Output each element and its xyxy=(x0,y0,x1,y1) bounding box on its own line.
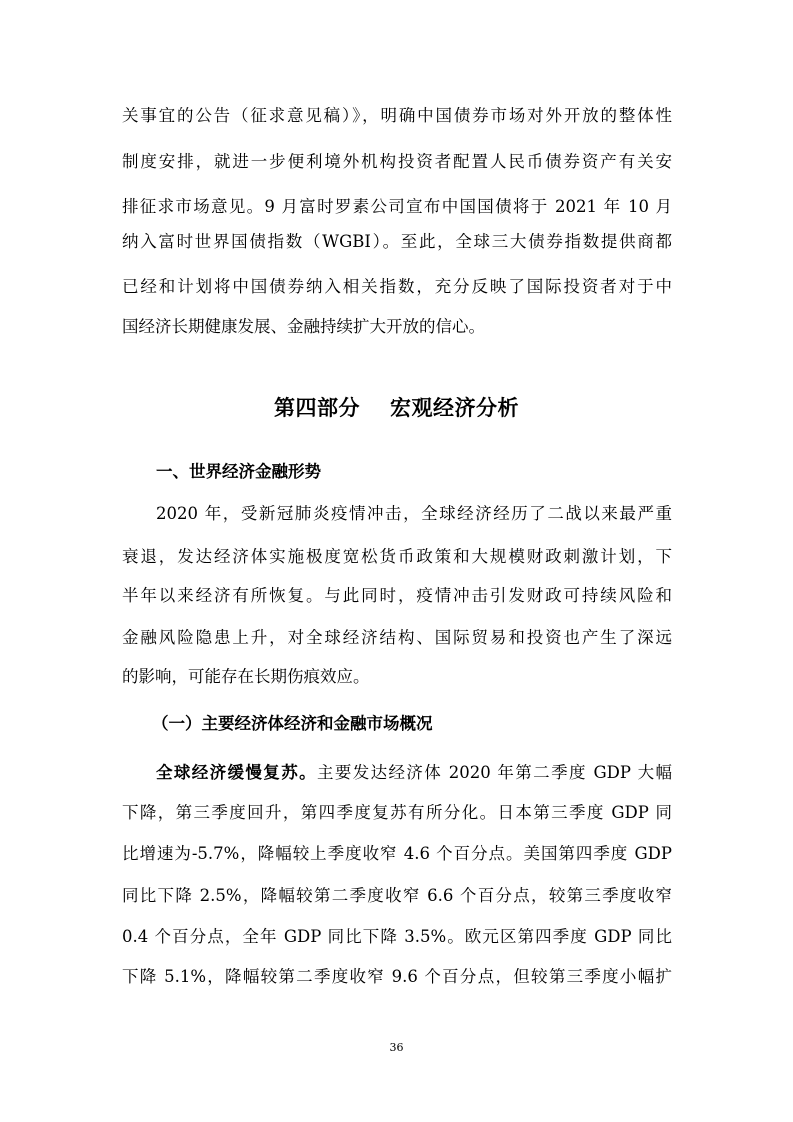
text-line: 已经和计划将中国债券纳入相关指数，充分反映了国际投资者对于中 xyxy=(122,277,672,296)
subsection-heading: （一）主要经济体经济和金融市场概况 xyxy=(152,714,433,733)
text-span: 主要发达经济体 2020 年第二季度 GDP 大幅 xyxy=(316,763,672,782)
section-heading: 一、世界经济金融形势 xyxy=(156,462,321,481)
text-line: 国经济长期健康发展、金融持续扩大开放的信心。 xyxy=(122,317,485,336)
text-line: 同比下降 2.5%，降幅较第二季度收窄 6.6 个百分点，较第三季度收窄 xyxy=(122,886,672,905)
text-line: 金融风险隐患上升，对全球经济结构、国际贸易和投资也产生了深远 xyxy=(122,628,672,647)
text-line: 的影响，可能存在长期伤痕效应。 xyxy=(122,667,370,686)
text-line: 衰退，发达经济体实施极度宽松货币政策和大规模财政刺激计划，下 xyxy=(122,547,672,566)
text-line xyxy=(156,762,672,784)
part-heading-number: 第四部分 xyxy=(274,396,360,420)
text-line: 比增速为-5.7%，降幅较上季度收窄 4.6 个百分点。美国第四季度 GDP xyxy=(122,844,672,863)
text-line: 制度安排，就进一步便利境外机构投资者配置人民币债券资产有关安 xyxy=(122,152,672,171)
part-heading xyxy=(0,393,793,423)
text-line: 半年以来经济有所恢复。与此同时，疫情冲击引发财政可持续风险和 xyxy=(122,586,672,605)
text-line: 排征求市场意见。9 月富时罗素公司宣布中国国债将于 2021 年 10 月 xyxy=(122,197,672,216)
page-number: 36 xyxy=(389,1041,404,1054)
text-line: 纳入富时世界国债指数（WGBI）。至此，全球三大债券指数提供商都 xyxy=(122,232,672,251)
text-line: 0.4 个百分点，全年 GDP 同比下降 3.5%。欧元区第四季度 GDP 同比 xyxy=(122,927,672,946)
text-line: 关事宜的公告（征求意见稿）》，明确中国债券市场对外开放的整体性 xyxy=(122,106,672,125)
text-line: 下降 5.1%，降幅较第二季度收窄 9.6 个百分点，但较第三季度小幅扩 xyxy=(122,967,672,986)
text-line: 下降，第三季度回升，第四季度复苏有所分化。日本第三季度 GDP 同 xyxy=(122,803,672,822)
part-heading-title: 宏观经济分析 xyxy=(390,396,519,420)
paragraph-lead: 全球经济缓慢复苏。 xyxy=(156,763,317,782)
text-line: 2020 年，受新冠肺炎疫情冲击，全球经济经历了二战以来最严重 xyxy=(156,504,672,523)
